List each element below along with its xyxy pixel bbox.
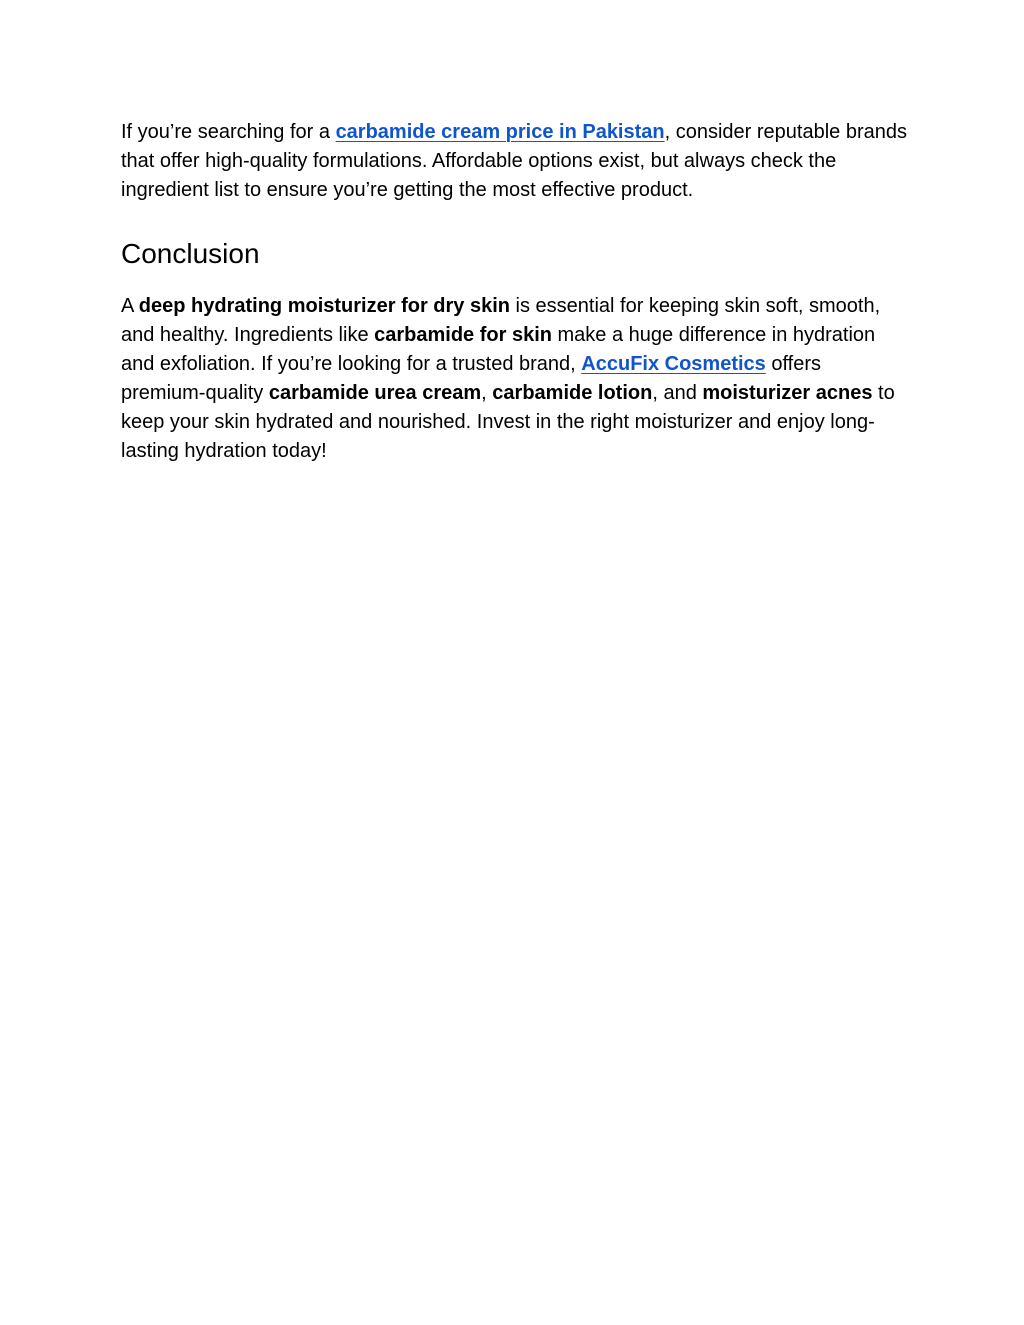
bold-term: carbamide for skin — [374, 324, 552, 346]
paragraph-text: If you’re searching for a — [121, 121, 336, 143]
paragraph-conclusion — [121, 292, 911, 466]
bold-term: moisturizer acnes — [702, 382, 873, 404]
paragraph-text: , and — [652, 382, 703, 404]
paragraph-text: to keep your skin hydrated and nourished. Invest in the right moisturizer and enjoy long-lasting hydration today! — [121, 382, 895, 462]
conclusion-heading: Conclusion — [121, 238, 260, 269]
paragraph-text: A — [121, 295, 139, 317]
paragraph-text: make a huge difference in hydration and exfoliation. If you’re looking for a trusted brand, — [121, 324, 876, 375]
accufix-cosmetics-link[interactable]: AccuFix Cosmetics — [581, 353, 766, 375]
bold-term: carbamide lotion — [492, 382, 653, 404]
carbamide-cream-price-link[interactable]: carbamide cream price in Pakistan — [335, 121, 665, 143]
bold-term: deep hydrating moisturizer for dry skin — [138, 295, 510, 317]
bold-term: carbamide urea cream — [268, 382, 482, 404]
paragraph-text: is essential for keeping skin soft, smooth, and healthy. Ingredients like — [121, 295, 881, 346]
paragraph-text: offers premium-quality — [121, 353, 822, 404]
paragraph-text: , — [481, 382, 493, 404]
paragraph-text: , consider reputable brands that offer high-quality formulations. Affordable options exist, but always check the ingredient list to ensure you’re getting the most effective product. — [121, 121, 907, 201]
paragraph-intro — [121, 118, 911, 205]
